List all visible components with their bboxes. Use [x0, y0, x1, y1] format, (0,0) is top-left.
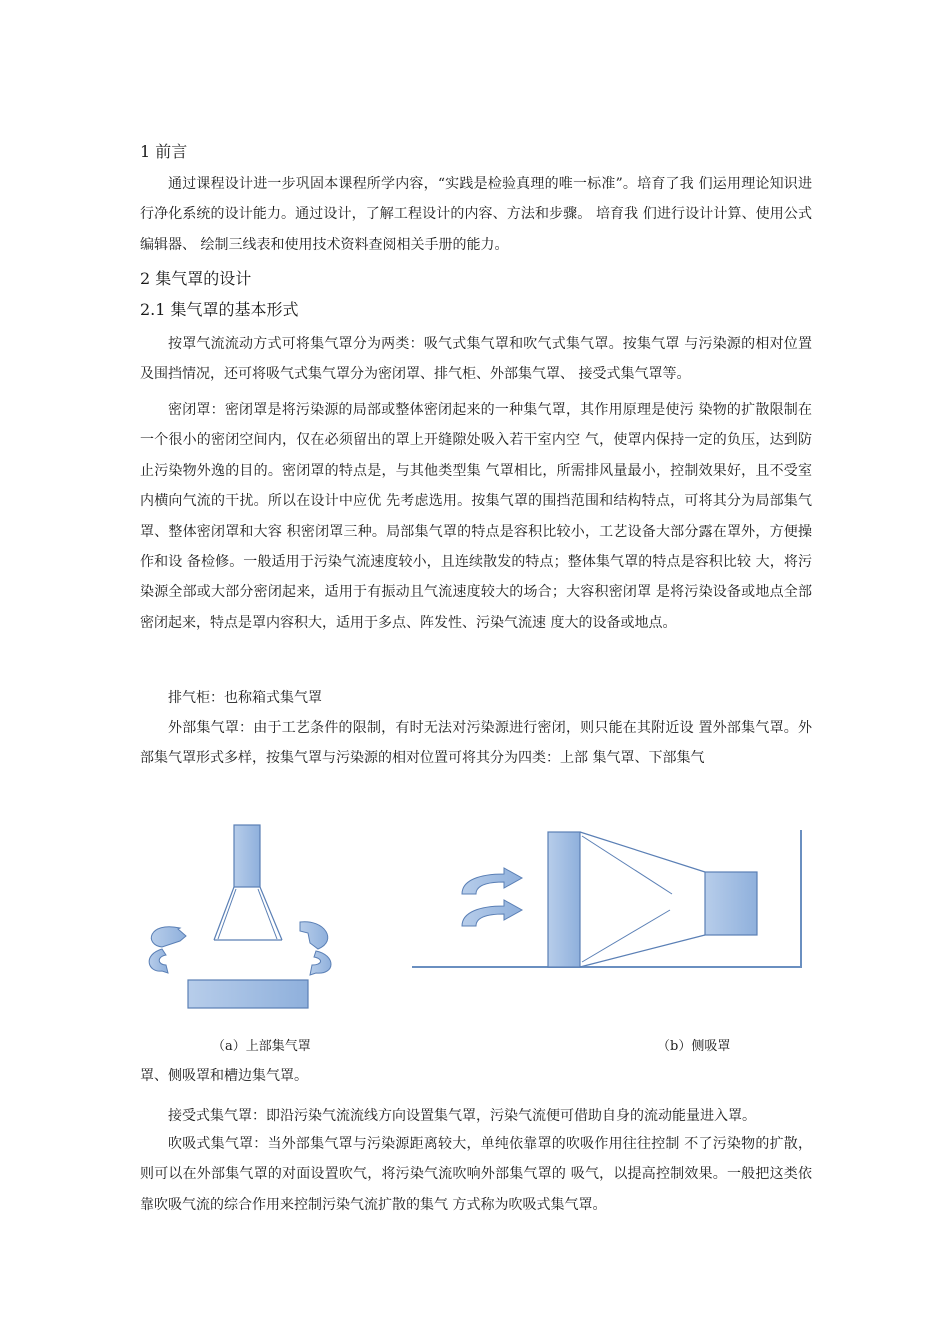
paragraph-receiving-hood: 接受式集气罩：即沿污染气流流线方向设置集气罩，污染气流便可借助自身的流动能量进入罩。	[168, 1108, 756, 1124]
paragraph-external-hood-continued: 罩、侧吸罩和槽边集气罩。	[140, 1068, 308, 1084]
flow-arrow	[462, 900, 522, 926]
hood-line	[582, 836, 672, 894]
section-2-title: 2 集气罩的设计	[140, 269, 252, 288]
figure-a-caption: （a）上部集气罩	[212, 1039, 311, 1054]
curl-arrow-left	[149, 949, 168, 973]
hood-line	[580, 832, 705, 872]
hood-line	[580, 935, 705, 967]
figure-upper-hood	[140, 815, 340, 1015]
hood-line	[218, 889, 236, 939]
curl-arrow-right	[300, 922, 328, 949]
duct-box-rect	[705, 872, 757, 935]
pollution-source-rect	[188, 980, 308, 1008]
curl-arrow-right	[310, 951, 331, 975]
duct-rect	[234, 825, 260, 887]
paragraph-push-pull-hood: 吹吸式集气罩：当外部集气罩与污染源距离较大，单纯依靠罩的吹吸作用往往控制 不了污染物的扩散，则可以在外部集气罩的对面设置吹气，将污染气流吹响外部集气罩的 吸气，以提高控制效果。一般把这类依靠吹吸气流的综合作用来控制污染气流扩散的集气 方式称为吹吸式集气罩。	[140, 1136, 812, 1213]
paragraph-hood-types: 按罩气流流动方式可将集气罩分为两类：吸气式集气罩和吹气式集气罩。按集气罩 与污染源的相对位置及围挡情况，还可将吸气式集气罩分为密闭罩、排气柜、外部集气罩、 接受式集气罩等。	[140, 336, 812, 383]
hood-line	[260, 887, 282, 940]
source-panel-rect	[548, 832, 580, 967]
hood-line	[582, 910, 670, 962]
hood-line	[258, 889, 277, 939]
section-1-paragraph: 通过课程设计进一步巩固本课程所学内容，“实践是检验真理的唯一标准”。培育了我 们运用理论知识进行净化系统的设计能力。通过设计，了解工程设计的内容、方法和步骤。 培育我 们进行设计计算、使用公式编辑器、 绘制三线表和使用技术资料查阅相关手册的能力。	[140, 176, 812, 253]
hood-line	[214, 887, 234, 940]
section-1-title: 1 前言	[140, 142, 188, 161]
paragraph-exhaust-cabinet: 排气柜：也称箱式集气罩	[168, 690, 322, 706]
section-2-1-title: 2.1 集气罩的基本形式	[140, 300, 299, 319]
paragraph-external-hood: 外部集气罩：由于工艺条件的限制，有时无法对污染源进行密闭，则只能在其附近设 置外部集气罩。外部集气罩形式多样，按集气罩与污染源的相对位置可将其分为四类：上部 集气罩、下部集气	[140, 720, 812, 767]
paragraph-closed-hood: 密闭罩：密闭罩是将污染源的局部或整体密闭起来的一种集气罩，其作用原理是使污 染物的扩散限制在一个很小的密闭空间内，仅在必须留出的罩上开缝隙处吸入若干室内空 气，使罩内保持一定的负压，达到防止污染物外逸的目的。密闭罩的特点是，与其他类型集 气罩相比，所需排风量最小，控制效果好，且不受室内横向气流的干扰。所以在设计中应优 先考虑选用。按集气罩的围挡范围和结构特点，可将其分为局部集气罩、整体密闭罩和大容 积密闭罩三种。局部集气罩的特点是容积比较小，工艺设备大部分露在罩外，方便操作和设 备检修。一般适用于污染气流速度较小，且连续散发的特点；整体集气罩的特点是容积比较 大，将污染源全部或大部分密闭起来，适用于有振动且气流速度较大的场合；大容积密闭罩 是将污染设备或地点全部密闭起来，特点是罩内容积大，适用于多点、阵发性、污染气流速 度大的设备或地点。	[140, 402, 812, 631]
flow-arrow	[462, 868, 522, 894]
figure-side-hood	[410, 822, 810, 977]
figure-b-caption: （b）侧吸罩	[657, 1039, 731, 1054]
curl-arrow-left	[151, 927, 186, 947]
